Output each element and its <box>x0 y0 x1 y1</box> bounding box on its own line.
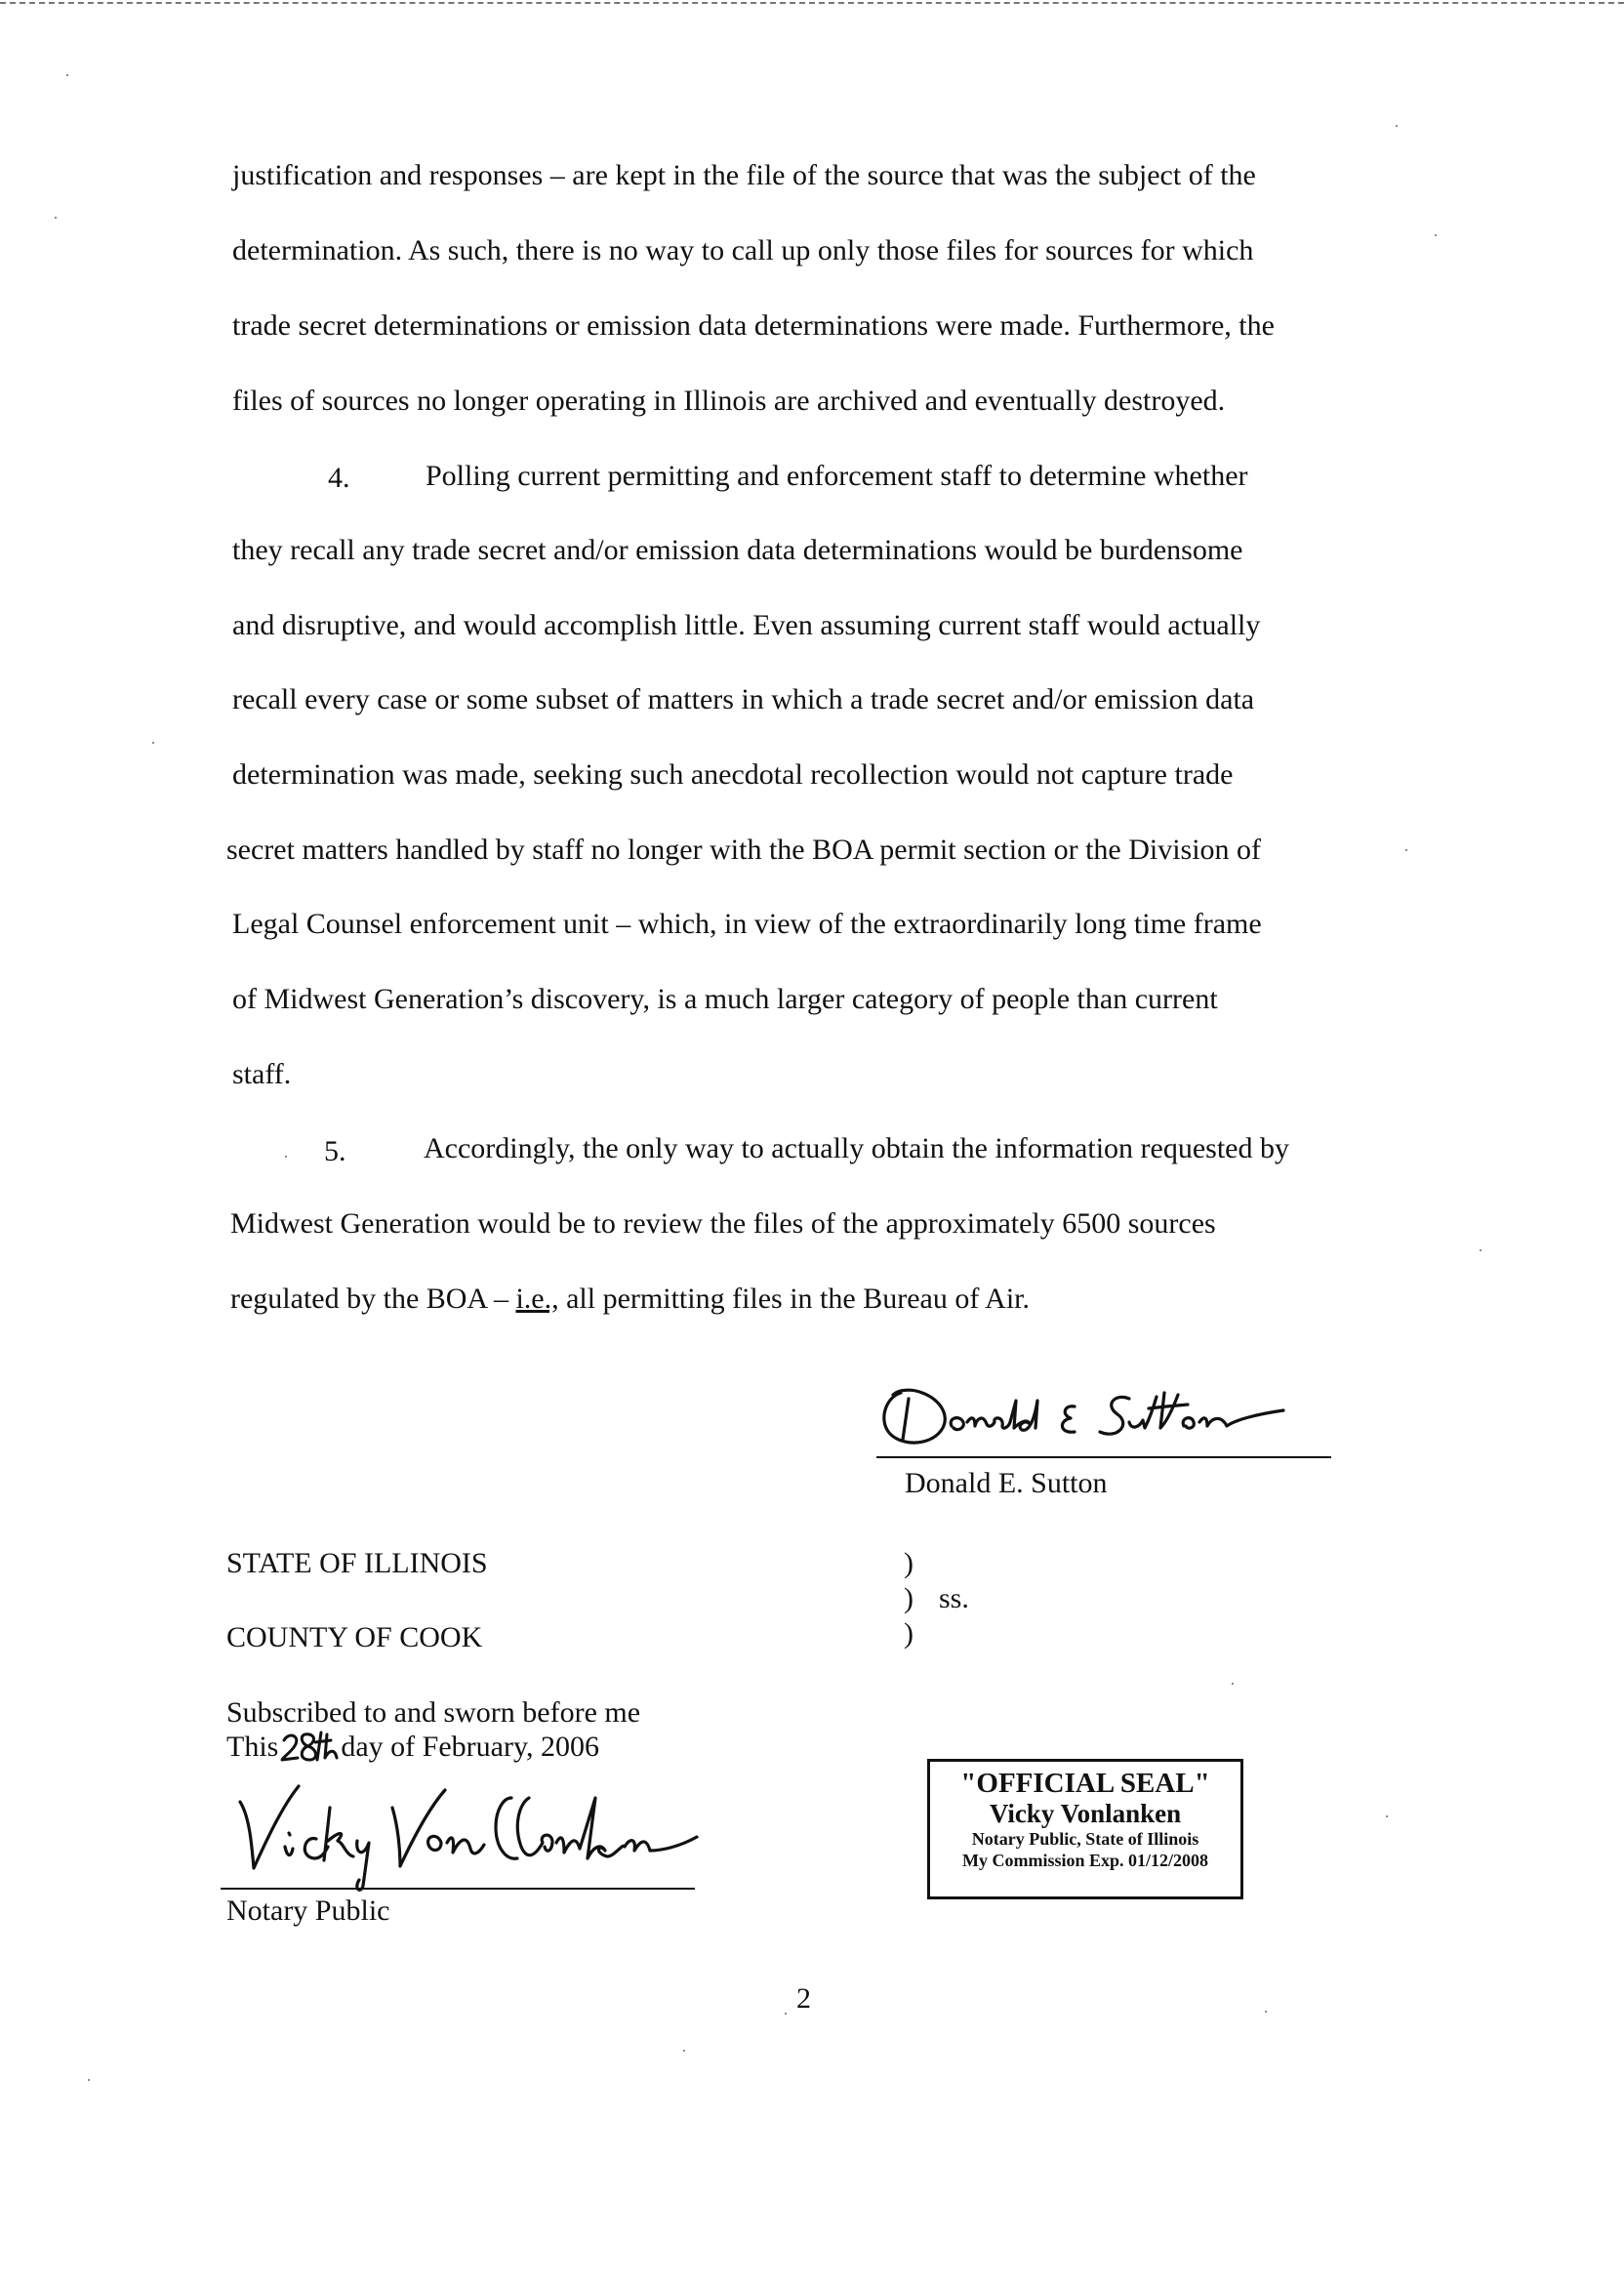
text-line: Midwest Generation would be to review the files of the approximately 6500 sources <box>230 1207 1216 1240</box>
signature-line <box>876 1456 1331 1458</box>
scilicet-ss: ss. <box>939 1582 969 1614</box>
venue-paren: ) <box>904 1617 914 1650</box>
seal-notary-name: Vicky Vonlanken <box>989 1799 1182 1828</box>
scan-speck <box>285 1156 287 1158</box>
scan-speck <box>152 742 154 744</box>
text-line: secret matters handled by staff no longer with the BOA permit section or the Division of <box>226 834 1262 866</box>
scan-speck <box>1232 1683 1234 1685</box>
text-line: Legal Counsel enforcement unit – which, in view of the extraordinarily long time frame <box>232 908 1262 940</box>
scan-speck <box>55 217 57 219</box>
seal-commission-expiry: My Commission Exp. 01/12/2008 <box>961 1851 1209 1870</box>
notary-signature-line <box>221 1888 695 1890</box>
notary-public-label: Notary Public <box>226 1895 390 1927</box>
handwritten-day-ink <box>278 1731 341 1764</box>
text-line: files of sources no longer operating in Illinois are archived and eventually destroyed. <box>232 385 1226 417</box>
venue-paren: ) <box>904 1547 914 1579</box>
text-line: Accordingly, the only way to actually obtain the information requested by <box>424 1132 1289 1164</box>
text-line: determination was made, seeking such anecdotal recollection would not capture trade <box>232 758 1234 791</box>
underlined-abbreviation: i.e., <box>515 1283 559 1315</box>
text-line: recall every case or some subset of matters in which a trade secret and/or emission data <box>232 683 1255 715</box>
scan-top-edge <box>0 2 1624 4</box>
handwritten-day <box>278 1734 341 1764</box>
affiant-handwritten-signature <box>873 1371 1381 1464</box>
text-line: Polling current permitting and enforcement staff to determine whether <box>426 460 1248 492</box>
scan-speck <box>88 2079 90 2081</box>
affiant-name: Donald E. Sutton <box>905 1467 1108 1499</box>
paragraph-number: 5. <box>324 1135 346 1167</box>
state-of-illinois: STATE OF ILLINOIS <box>226 1547 488 1579</box>
notary-handwritten-signature <box>221 1778 709 1895</box>
text-line: they recall any trade secret and/or emission data determinations would be burdensome <box>232 534 1243 566</box>
text-segment: regulated by the BOA – <box>230 1283 516 1315</box>
county-of-cook: COUNTY OF COOK <box>226 1621 483 1653</box>
text-line <box>230 1282 1030 1317</box>
scan-speck <box>683 2050 685 2052</box>
scan-speck <box>1386 1815 1388 1817</box>
text-line: trade secret determinations or emission data determinations were made. Furthermore, the <box>232 309 1275 342</box>
text-line: of Midwest Generation’s discovery, is a much larger category of people than current <box>232 983 1218 1015</box>
jurat-day-of: day of February, 2006 <box>341 1731 599 1763</box>
scan-speck <box>1435 234 1437 236</box>
scan-speck <box>66 74 68 76</box>
jurat-this: This <box>226 1731 279 1763</box>
text-line: staff. <box>232 1058 292 1090</box>
page-number: 2 <box>796 1982 811 2015</box>
official-notary-seal <box>927 1759 1243 1899</box>
paragraph-number: 4. <box>328 462 350 494</box>
text-line: and disruptive, and would accomplish little. Even assuming current staff would actually <box>232 609 1261 641</box>
jurat-sworn-line: Subscribed to and sworn before me <box>226 1696 641 1729</box>
scan-speck <box>1265 2011 1267 2013</box>
scan-speck <box>1396 125 1398 127</box>
scan-speck <box>785 2013 787 2015</box>
seal-title: "OFFICIAL SEAL" <box>960 1768 1210 1799</box>
scan-speck <box>1480 1249 1482 1251</box>
seal-notary-state: Notary Public, State of Illinois <box>971 1829 1199 1849</box>
text-segment: all permitting files in the Bureau of Air. <box>558 1283 1031 1315</box>
scan-speck <box>1405 849 1407 851</box>
jurat-date-line <box>226 1730 599 1765</box>
text-line: justification and responses – are kept in the file of the source that was the subject of the <box>232 159 1256 191</box>
text-line: determination. As such, there is no way to call up only those files for sources for which <box>232 234 1254 266</box>
venue-paren: ) <box>904 1582 914 1614</box>
